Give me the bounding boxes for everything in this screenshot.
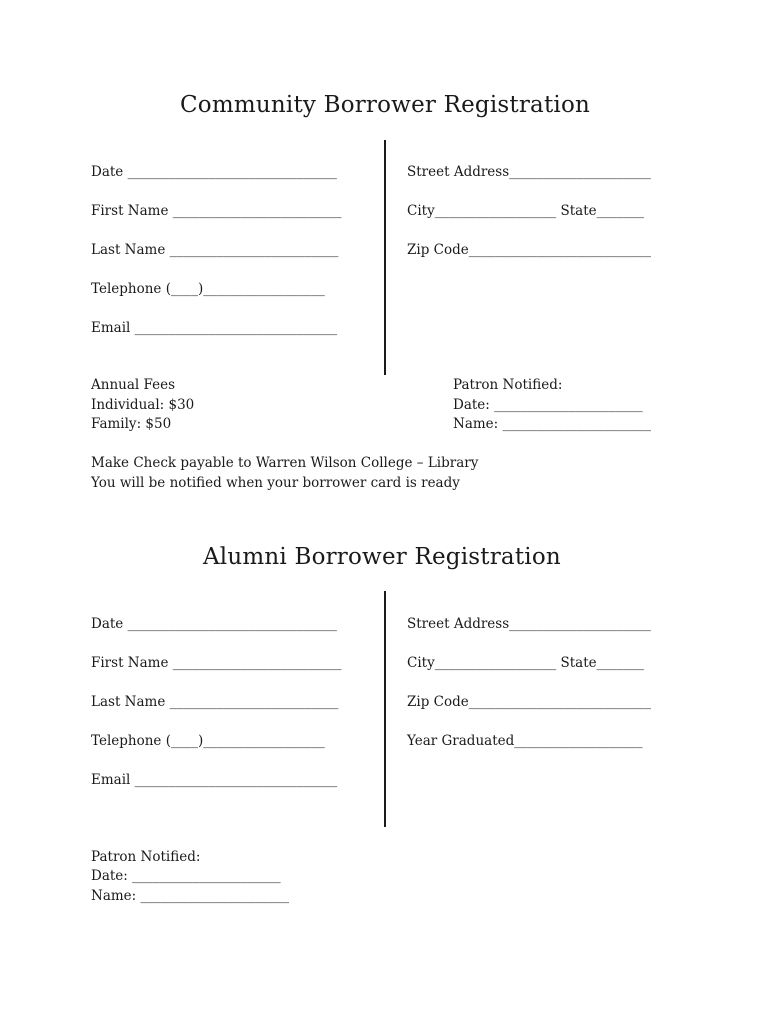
alumni-zip-code-field: Zip Code___________________________: [407, 694, 651, 710]
alumni-title: Alumni Borrower Registration: [203, 544, 561, 570]
alumni-date-field: Date _______________________________: [91, 616, 337, 632]
alumni-first-name-field: First Name _________________________: [91, 655, 342, 671]
alumni-last-name-field: Last Name _________________________: [91, 694, 339, 710]
individual-fee: Individual: $30: [91, 397, 195, 413]
alumni-patron-date: Date: ______________________: [91, 868, 281, 884]
alumni-divider: [384, 591, 386, 827]
check-payable-note: Make Check payable to Warren Wilson College – Library: [91, 455, 479, 471]
community-patron-notified: Patron Notified:: [453, 377, 563, 393]
alumni-street-address-field: Street Address_____________________: [407, 616, 651, 632]
community-divider: [384, 140, 386, 375]
community-date-field: Date _______________________________: [91, 164, 337, 180]
alumni-telephone-field: Telephone (____)__________________: [91, 733, 325, 749]
community-street-address-field: Street Address_____________________: [407, 164, 651, 180]
card-ready-note: You will be notified when your borrower card is ready: [91, 475, 460, 491]
community-email-field: Email ______________________________: [91, 320, 338, 336]
community-patron-date: Date: ______________________: [453, 397, 643, 413]
community-telephone-field: Telephone (____)__________________: [91, 281, 325, 297]
family-fee: Family: $50: [91, 416, 172, 432]
alumni-patron-notified: Patron Notified:: [91, 849, 201, 865]
annual-fees-heading: Annual Fees: [91, 377, 176, 393]
alumni-city-state-field: City__________________ State_______: [407, 655, 644, 671]
community-patron-name: Name: ______________________: [453, 416, 651, 432]
community-city-state-field: City__________________ State_______: [407, 203, 644, 219]
community-last-name-field: Last Name _________________________: [91, 242, 339, 258]
community-zip-code-field: Zip Code___________________________: [407, 242, 651, 258]
community-title: Community Borrower Registration: [180, 92, 591, 118]
community-first-name-field: First Name _________________________: [91, 203, 342, 219]
alumni-year-graduated-field: Year Graduated___________________: [407, 733, 643, 749]
alumni-email-field: Email ______________________________: [91, 772, 338, 788]
alumni-patron-name: Name: ______________________: [91, 888, 289, 904]
